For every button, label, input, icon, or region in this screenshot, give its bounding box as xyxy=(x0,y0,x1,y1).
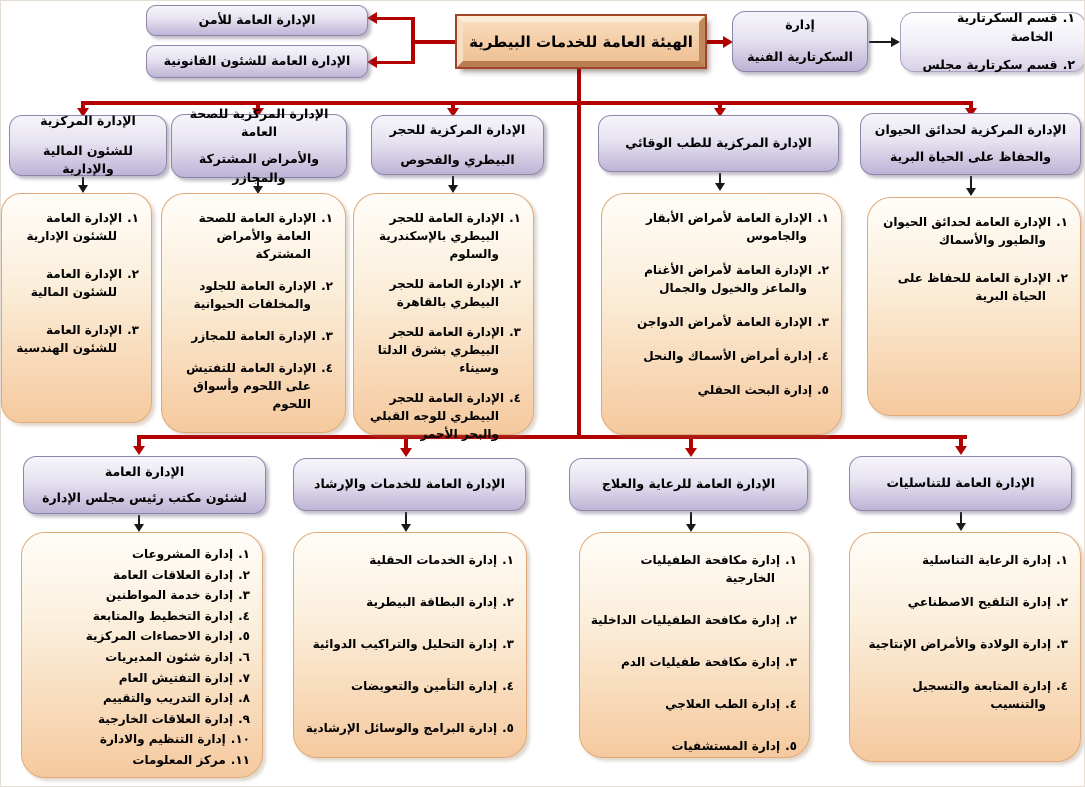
connector-main-to-left xyxy=(413,40,457,44)
list-item: ٤.إدارة التخطيط والمتابعة xyxy=(92,608,250,623)
connector-arrowhead xyxy=(134,524,144,532)
reproduction-header xyxy=(849,456,1072,511)
header-line: والأمراض المشتركة والمجازر xyxy=(198,151,320,185)
connector-stub xyxy=(137,439,141,446)
connector-legal-branch xyxy=(377,61,413,64)
reproduction-list-box xyxy=(849,532,1081,762)
technical-secretariat-line2: السكرتارية الفنية xyxy=(747,49,853,64)
list-item: ٣.الإدارة العامة للمجازر xyxy=(191,329,333,343)
list-item: ٢.إدارة التلقيح الاصطناعي xyxy=(907,595,1068,609)
central-preventive-medicine-list xyxy=(610,209,829,399)
list-item: ٤.إدارة التأمين والتعويضات xyxy=(351,679,514,693)
central-quarantine-list xyxy=(362,209,521,443)
list-item: ٨.إدارة التدريب والتقييم xyxy=(102,691,250,706)
connector-arrowhead xyxy=(78,185,88,193)
list-item: ٤.إدارة الطب العلاجي xyxy=(665,697,797,711)
services-extension-list xyxy=(302,551,514,737)
header-line: لشئون مكتب رئيس مجلس الإدارة xyxy=(42,489,247,505)
connector-arrowhead xyxy=(685,448,697,457)
list-item: ٥.إدارة البرامج والوسائل الإرشادية xyxy=(305,721,514,735)
central-public-health-header xyxy=(171,105,347,185)
list-item: ٣.الإدارة العامة لأمراض الدواجن xyxy=(637,315,829,329)
connector-stub xyxy=(690,512,692,524)
security-admin-label: الإدارة العامة للأمن xyxy=(198,12,316,28)
connector-stub xyxy=(960,512,962,523)
connector-stub xyxy=(970,176,972,188)
legal-affairs-box xyxy=(146,45,368,78)
list-item: ٣.إدارة التحليل والتراكيب الدوائية xyxy=(312,637,514,651)
list-item: ٤.إدارة أمراض الأسماك والنحل xyxy=(643,349,829,363)
list-item: ١.الإدارة العامة لأمراض الأبقار والجاموس xyxy=(645,211,829,243)
connector-main-to-secretariat xyxy=(706,40,723,44)
connector-left-vertical xyxy=(411,17,415,64)
central-financial-admin-header xyxy=(9,112,167,177)
connector-stub xyxy=(719,173,721,183)
connector-arrowhead xyxy=(956,523,966,531)
list-item: ١.قسم السكرتارية الخاصة xyxy=(956,9,1075,44)
central-zoos-wildlife-header xyxy=(860,113,1081,175)
connector-arrowhead xyxy=(133,446,145,455)
list-item: ١١.مركز المعلومات xyxy=(132,752,250,767)
central-financial-admin-list-box xyxy=(1,193,152,423)
header-line: الإدارة العامة للخدمات والإرشاد xyxy=(314,476,505,492)
list-item: ٢.الإدارة العامة لأمراض الأغنام والماعز والخيول والجمال xyxy=(644,263,829,295)
connector-stub xyxy=(405,512,407,524)
connector-stub xyxy=(959,439,963,446)
list-item: ١.إدارة الرعاية التناسلية xyxy=(922,553,1068,567)
connector-security-branch xyxy=(377,17,413,20)
header-line: الإدارة المركزية لحدائق الحيوان xyxy=(874,122,1067,138)
central-quarantine-list-box xyxy=(353,193,534,441)
list-item: ١.الإدارة العامة لحدائق الحيوان والطيور والأسماك xyxy=(883,215,1068,247)
reproduction-list xyxy=(858,551,1068,713)
connector-arrowhead xyxy=(401,524,411,532)
header-line: الإدارة العامة xyxy=(104,463,185,479)
security-admin-box xyxy=(146,5,368,36)
list-item: ١٠.إدارة التنظيم والادارة xyxy=(99,732,250,747)
list-item: ٢.الإدارة العامة للحفاظ على الحياة البرية xyxy=(897,271,1068,303)
list-item: ٦.إدارة شئون المديريات xyxy=(105,649,250,664)
main-authority-box xyxy=(457,16,705,67)
list-item: ١.الإدارة العامة للشئون الإدارية xyxy=(26,211,139,243)
list-item: ١.إدارة المشروعات xyxy=(131,547,250,561)
list-item: ١.الإدارة العامة للحجر البيطري بالإسكندرية والسلوم xyxy=(379,211,521,261)
secretariat-departments-box xyxy=(900,9,1085,73)
list-item: ٥.إدارة الاحصاءات المركزية xyxy=(85,629,250,644)
technical-secretariat-box xyxy=(732,11,868,72)
central-zoos-wildlife-list xyxy=(876,213,1068,305)
list-item: ٥.إدارة المستشفيات xyxy=(671,739,797,753)
list-item: ٣.الإدارة العامة للحجر البيطري بشرق الدلتا وسيناء xyxy=(377,325,521,375)
care-treatment-list-box xyxy=(579,532,810,758)
central-public-health-list xyxy=(170,209,333,413)
connector-stub xyxy=(452,176,454,185)
list-item: ٢.الإدارة العامة للشئون المالية xyxy=(30,267,139,299)
technical-secretariat-line1: إدارة xyxy=(785,17,815,33)
list-item: ٤.الإدارة العامة للحجر البيطري للوجه القبلي والبحر الأحمر xyxy=(370,391,521,441)
header-line: الإدارة المركزية xyxy=(40,112,136,128)
header-line: والحفاظ على الحياة البرية xyxy=(889,149,1052,164)
central-financial-admin-list xyxy=(10,209,139,357)
central-preventive-medicine-header xyxy=(598,115,839,172)
central-preventive-medicine-list-box xyxy=(601,193,842,435)
header-line: الإدارة المركزية للصحة العامة xyxy=(189,105,329,140)
chairman-office-list xyxy=(30,545,250,770)
connector-center-vertical xyxy=(577,66,581,439)
connector-arrowhead xyxy=(367,12,377,24)
secretariat-departments-list xyxy=(911,9,1075,75)
central-public-health-list-box xyxy=(161,193,346,433)
care-treatment-header xyxy=(569,458,808,511)
header-line: الإدارة المركزية للطب الوقائي xyxy=(625,135,812,151)
connector-arrowhead xyxy=(367,56,377,68)
connector-stub xyxy=(689,439,693,448)
chairman-office-list-box xyxy=(21,532,263,778)
list-item: ٢.قسم سكرتارية مجلس xyxy=(922,57,1075,73)
connector-arrowhead xyxy=(400,448,412,457)
connector-secretariat-to-depts xyxy=(869,41,892,43)
header-line: للشئون المالية والإدارية xyxy=(43,142,133,177)
list-item: ٢.الإدارة العامة للحجر البيطري بالقاهرة xyxy=(389,277,521,309)
central-zoos-wildlife-list-box xyxy=(867,197,1081,416)
connector-arrowhead xyxy=(448,185,458,193)
list-item: ٢.الإدارة العامة للجلود والمخلفات الحيوانية xyxy=(193,279,333,311)
connector-arrowhead xyxy=(966,188,976,196)
list-item: ١.إدارة مكافحة الطفيليات الخارجية xyxy=(640,553,797,585)
services-extension-list-box xyxy=(293,532,527,758)
list-item: ٣.إدارة خدمة المواطنين xyxy=(105,588,250,603)
connector-arrowhead xyxy=(955,446,967,455)
connector-arrowhead xyxy=(715,183,725,191)
care-treatment-list xyxy=(588,551,797,755)
header-line: الإدارة المركزية للحجر xyxy=(389,121,526,137)
list-item: ٧.إدارة التفتيش العام xyxy=(118,670,250,685)
legal-affairs-label: الإدارة العامة للشئون القانونية xyxy=(163,53,351,69)
header-line: الإدارة العامة للرعاية والعلاج xyxy=(601,476,776,492)
list-item: ١.الإدارة العامة للصحة العامة والأمراض المشتركة xyxy=(198,211,333,261)
list-item: ٤.إدارة المتابعة والتسجيل والتنسيب xyxy=(912,679,1068,711)
connector-arrowhead xyxy=(891,37,900,47)
main-authority-title: الهيئة العامة للخدمات البيطرية xyxy=(469,32,693,51)
list-item: ٤.الإدارة العامة للتفتيش على اللحوم وأسواق اللحوم xyxy=(186,361,333,411)
central-quarantine-header xyxy=(371,115,544,175)
list-item: ٥.إدارة البحث الحقلي xyxy=(697,383,829,397)
list-item: ٢.إدارة مكافحة الطفيليات الداخلية xyxy=(590,613,797,627)
list-item: ٢.إدارة العلاقات العامة xyxy=(112,567,250,582)
header-line: الإدارة العامة للتناسليات xyxy=(886,475,1035,491)
list-item: ٣.الإدارة العامة للشئون الهندسية xyxy=(16,323,139,355)
services-extension-header xyxy=(293,458,526,511)
chairman-office-header xyxy=(23,456,266,514)
connector-row3-horizontal xyxy=(137,435,967,439)
list-item: ٩.إدارة العلاقات الخارجية xyxy=(97,711,250,726)
list-item: ١.إدارة الخدمات الحقلية xyxy=(369,553,514,567)
list-item: ٣.إدارة مكافحة طفيليات الدم xyxy=(620,655,797,669)
header-line: البيطري والفحوص xyxy=(400,151,515,167)
connector-arrowhead xyxy=(686,524,696,532)
list-item: ٣.إدارة الولادة والأمراض الإنتاجية xyxy=(868,637,1068,651)
list-item: ٢.إدارة البطاقة البيطرية xyxy=(366,595,514,609)
